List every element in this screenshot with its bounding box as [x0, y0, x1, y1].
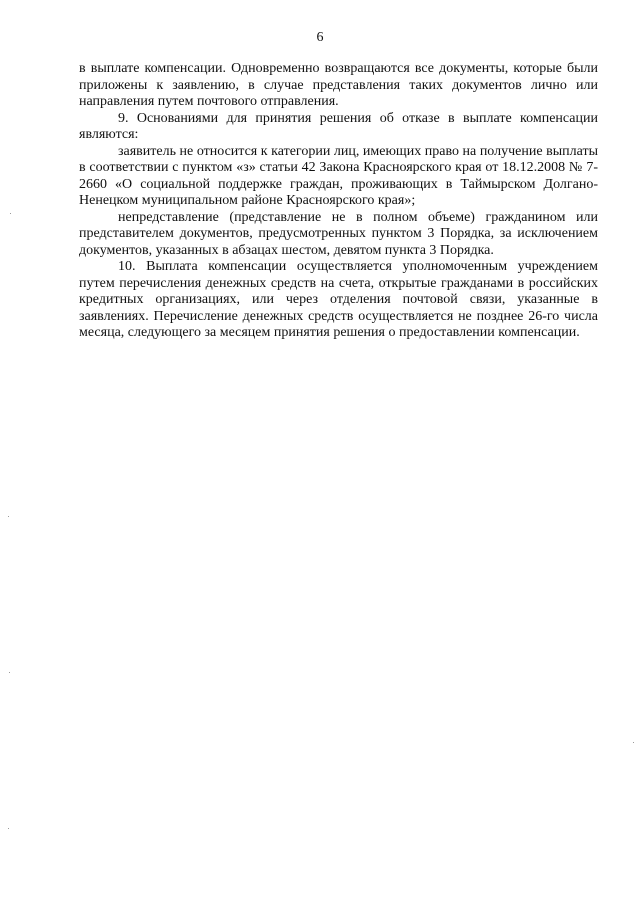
document-body [79, 61, 598, 342]
paragraph-ground-2: непредставление (представление не в полном объеме) гражданином или представителем документов, предусмотренных пунктом 3 Порядка, за исключением документов, указанных в абзацах шестом, девятом пункта 3 Порядка. [79, 209, 598, 258]
scan-speck [633, 742, 634, 743]
scan-speck [8, 516, 9, 517]
paragraph-continuation: в выплате компенсации. Одновременно возвращаются все документы, которые были приложены к заявлению, в случае представления таких документов лично или направления путем почтового отправления. [79, 61, 598, 109]
scan-speck [10, 213, 11, 214]
paragraph-item-9: 9. Основаниями для принятия решения об отказе в выплате компенсации являются: [79, 110, 598, 142]
scan-speck [9, 672, 10, 673]
paragraph-ground-1: заявитель не относится к категории лиц, имеющих право на получение выплаты в соответствии с пунктом «з» статьи 42 Закона Красноярского края от 18.12.2008 № 7-2660 «О социальной поддержке граждан, проживающих в Таймырском Долгано-Ненецком муниципальном районе Красноярского края»; [79, 143, 598, 208]
scan-speck [8, 828, 9, 829]
paragraph-item-10: 10. Выплата компенсации осуществляется уполномоченным учреждением путем перечисления денежных средств на счета, открытые гражданами в российских кредитных организациях, или через отделения почтовой связи, указанные в заявлениях. Перечисление денежных средств осуществляется не позднее 26-го числа месяца, следующего за месяцем принятия решения о предоставлении компенсации. [79, 259, 598, 340]
page-number: 6 [316, 30, 324, 45]
